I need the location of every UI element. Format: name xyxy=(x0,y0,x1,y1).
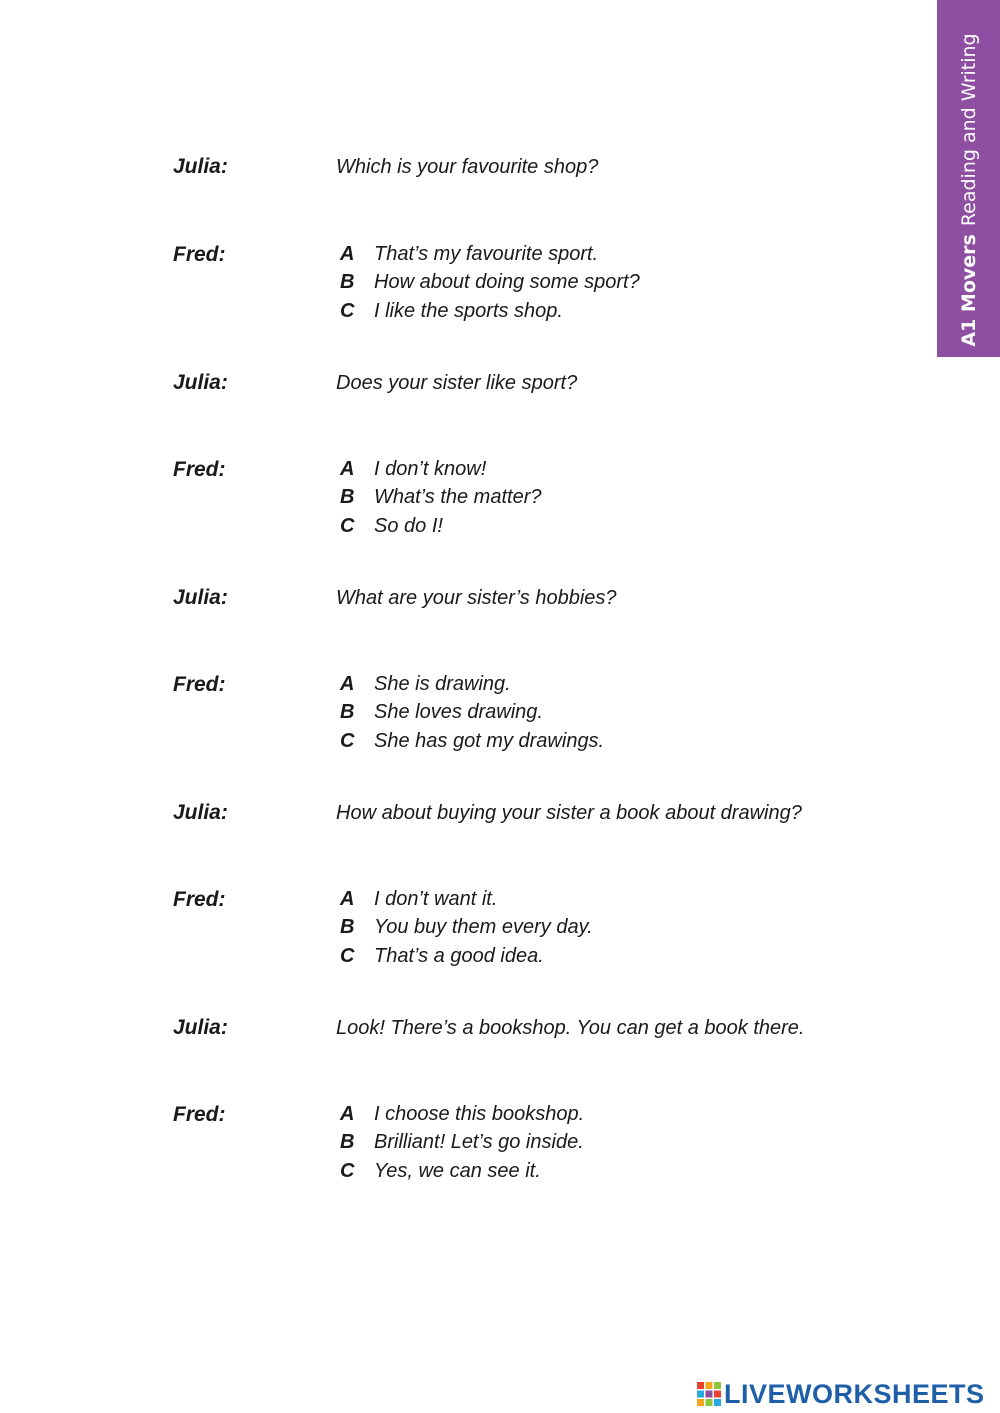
julia-line: What are your sister’s hobbies? xyxy=(336,587,617,609)
speaker-label: Fred: xyxy=(173,243,226,266)
option-text: How about doing some sport? xyxy=(374,271,640,293)
option-letter: A xyxy=(340,458,355,480)
option-letter: B xyxy=(340,486,355,508)
option-letter: A xyxy=(340,673,355,695)
option-letter: A xyxy=(340,888,355,910)
option-letter: B xyxy=(340,701,355,723)
option-text: So do I! xyxy=(374,515,443,537)
option-text: You buy them every day. xyxy=(374,916,593,938)
julia-line: Which is your favourite shop? xyxy=(336,156,599,178)
option-text: That’s a good idea. xyxy=(374,945,544,967)
option-text: Brilliant! Let’s go inside. xyxy=(374,1131,584,1153)
julia-line: How about buying your sister a book about drawing? xyxy=(336,802,802,824)
speaker-label: Julia: xyxy=(173,1016,228,1039)
option-text: That’s my favourite sport. xyxy=(374,243,599,265)
option-text: I don’t want it. xyxy=(374,888,498,910)
option-letter: A xyxy=(340,1103,355,1125)
option-letter: B xyxy=(340,1131,355,1153)
side-tab-text xyxy=(958,33,980,346)
option-letter: C xyxy=(340,730,355,752)
option-letter: B xyxy=(340,271,355,293)
side-tab-section: Reading and Writing xyxy=(957,33,980,227)
option-text: I don’t know! xyxy=(374,458,487,480)
option-letter: B xyxy=(340,916,355,938)
liveworksheets-logo-icon xyxy=(697,1382,721,1406)
option-letter: C xyxy=(340,1160,355,1182)
option-text: She loves drawing. xyxy=(374,701,543,723)
speaker-label: Julia: xyxy=(173,586,228,609)
speaker-label: Fred: xyxy=(173,458,226,481)
option-text: I choose this bookshop. xyxy=(374,1103,585,1125)
liveworksheets-logo xyxy=(697,1378,985,1410)
option-text: She is drawing. xyxy=(374,673,511,695)
option-letter: A xyxy=(340,243,355,265)
speaker-label: Julia: xyxy=(173,801,228,824)
option-letter: C xyxy=(340,300,355,322)
julia-line: Look! There’s a bookshop. You can get a book there. xyxy=(336,1017,805,1039)
speaker-label: Julia: xyxy=(173,155,228,178)
option-text: Yes, we can see it. xyxy=(374,1160,541,1182)
option-text: What’s the matter? xyxy=(374,486,542,508)
side-tab xyxy=(937,0,1000,357)
julia-line: Does your sister like sport? xyxy=(336,372,578,394)
speaker-label: Fred: xyxy=(173,888,226,911)
logo-text: LIVEWORKSHEETS xyxy=(724,1378,985,1409)
speaker-label: Fred: xyxy=(173,673,226,696)
option-text: I like the sports shop. xyxy=(374,300,563,322)
option-letter: C xyxy=(340,945,355,967)
speaker-label: Fred: xyxy=(173,1103,226,1126)
option-letter: C xyxy=(340,515,355,537)
option-text: She has got my drawings. xyxy=(374,730,605,752)
speaker-label: Julia: xyxy=(173,371,228,394)
side-tab-level: A1 Movers xyxy=(957,234,980,347)
